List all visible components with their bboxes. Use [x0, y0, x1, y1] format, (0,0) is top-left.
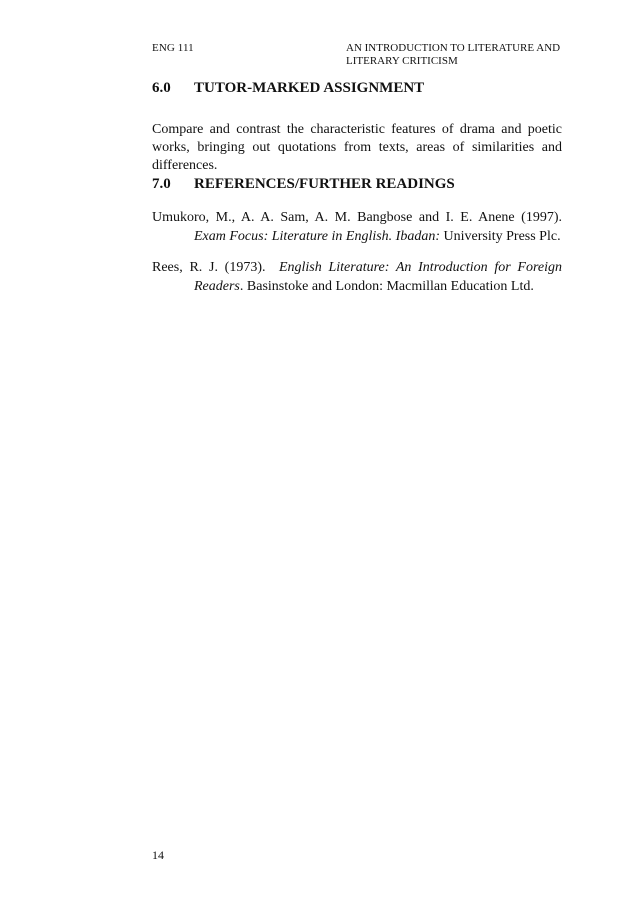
reference-first-line [152, 258, 562, 277]
reference-authors: Umukoro, M., A. A. Sam, A. M. Bangbose and I. E. Anene (1997). [152, 210, 562, 225]
reference-item [152, 208, 562, 246]
reference-details [152, 227, 562, 246]
section-title: REFERENCES/FURTHER READINGS [194, 176, 455, 192]
reference-publisher: University Press Plc. [440, 229, 561, 244]
course-title-line1: AN INTRODUCTION TO LITERATURE AND [346, 42, 561, 54]
course-code: ENG 111 [152, 42, 194, 54]
reference-title-continued: Readers [194, 279, 240, 294]
assignment-text: Compare and contrast the characteristic features of drama and poetic works, bringing out quotations from texts, areas of similarities and differences. [152, 122, 562, 173]
reference-authors: Rees, R. J. (1973). [152, 260, 266, 275]
section-number: 6.0 [152, 80, 171, 96]
page-number: 14 [152, 848, 164, 862]
reference-item [152, 258, 562, 296]
reference-title: English Literature: An Introduction for Foreign [278, 260, 562, 275]
section-heading-tutor-marked-assignment [152, 80, 424, 97]
section-number: 7.0 [152, 176, 171, 192]
section-heading-references [152, 176, 455, 193]
reference-title: Exam Focus: Literature in English. Ibadan: [194, 229, 441, 244]
reference-details [152, 277, 562, 296]
course-title [346, 42, 576, 68]
section-title: TUTOR-MARKED ASSIGNMENT [194, 80, 425, 96]
course-title-line2: LITERARY CRITICISM [346, 55, 458, 67]
reference-publisher: . Basinstoke and London: Macmillan Education Ltd. [239, 279, 534, 294]
